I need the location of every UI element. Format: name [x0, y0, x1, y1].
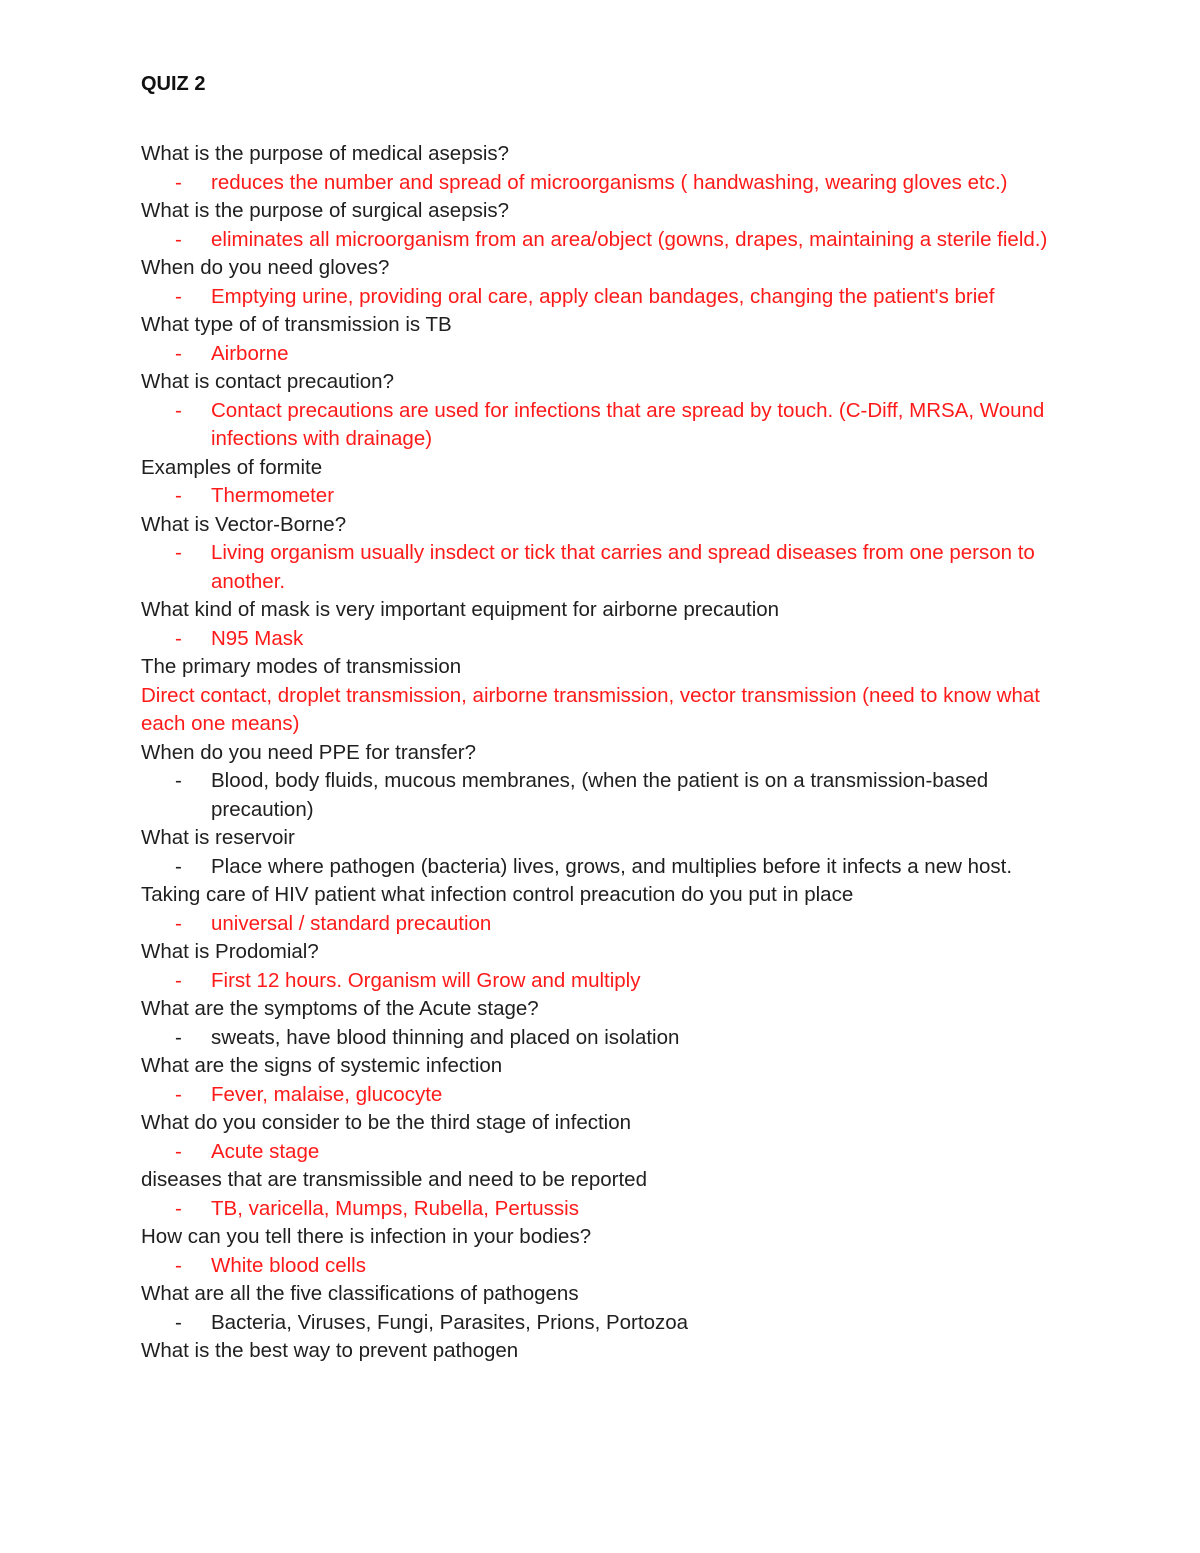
answer-text: Acute stage: [211, 1139, 320, 1163]
answer-bullet: [141, 853, 1071, 882]
answer-text: Contact precautions are used for infections that are spread by touch. (C-Diff, MRSA, Wound infections with drainage): [211, 398, 1045, 450]
question-line: What is Vector-Borne?: [141, 512, 347, 536]
answer-bullet: [141, 539, 1071, 596]
question-line: What are all the five classifications of pathogens: [141, 1282, 579, 1305]
answer-bullet: [141, 340, 1071, 369]
question-line: Taking care of HIV patient what infection control preacution do you put in place: [141, 883, 854, 906]
question-line: When do you need PPE for transfer?: [141, 740, 477, 764]
answer-bullet: [141, 226, 1071, 255]
answer-bullet: [141, 283, 1071, 312]
answer-bullet: [141, 1081, 1071, 1110]
question-line: What kind of mask is very important equipment for airborne precaution: [141, 598, 780, 621]
question-line: What are the symptoms of the Acute stage?: [141, 997, 539, 1020]
bullet-dash-icon: -: [175, 854, 182, 878]
bullet-dash-icon: -: [175, 911, 182, 935]
answer-text: Living organism usually insdect or tick that carries and spread diseases from one person to another.: [211, 541, 1035, 593]
answer-text: Emptying urine, providing oral care, apply clean bandages, changing the patient's brief: [211, 284, 995, 308]
answer-bullet: [141, 767, 1071, 824]
answer-text: reduces the number and spread of microorganisms ( handwashing, wearing gloves etc.): [211, 170, 1008, 194]
bullet-dash-icon: -: [175, 170, 182, 194]
question-line: The primary modes of transmission: [141, 655, 462, 678]
bullet-dash-icon: -: [175, 227, 182, 251]
question-line: What do you consider to be the third stage of infection: [141, 1111, 632, 1134]
answer-text: Place where pathogen (bacteria) lives, grows, and multiplies before it infects a new host.: [211, 854, 1013, 878]
answer-bullet: [141, 1309, 1071, 1338]
question-line: What is the purpose of medical asepsis?: [141, 142, 510, 165]
answer-bullet: [141, 1195, 1071, 1224]
question-line: Examples of formite: [141, 455, 323, 479]
bullet-dash-icon: -: [175, 1082, 182, 1106]
answer-text: eliminates all microorganism from an area/object (gowns, drapes, maintaining a sterile field.): [211, 227, 1048, 251]
bullet-dash-icon: -: [175, 968, 182, 992]
answer-text: Blood, body fluids, mucous membranes, (when the patient is on a transmission-based precaution): [211, 769, 989, 821]
bullet-dash-icon: -: [175, 484, 182, 507]
bullet-dash-icon: -: [175, 541, 182, 564]
question-line: When do you need gloves?: [141, 256, 390, 279]
question-line: What type of of transmission is TB: [141, 313, 452, 336]
answer-text: Fever, malaise, glucocyte: [211, 1082, 443, 1106]
bullet-dash-icon: -: [175, 1253, 182, 1277]
question-line: diseases that are transmissible and need to be reported: [141, 1168, 647, 1191]
answer-bullet: [141, 397, 1071, 454]
question-line: What is the best way to prevent pathogen: [141, 1339, 519, 1362]
answer-bullet: [141, 1138, 1071, 1167]
answer-bullet: [141, 625, 1071, 654]
question-line: What is reservoir: [141, 826, 295, 849]
question-line: What is the purpose of surgical asepsis?: [141, 199, 510, 222]
answer-bullet: [141, 1252, 1071, 1281]
question-line: What is contact precaution?: [141, 370, 394, 393]
answer-bullet: [141, 1024, 1071, 1053]
bullet-dash-icon: -: [175, 1196, 182, 1220]
answer-text: First 12 hours. Organism will Grow and multiply: [211, 968, 641, 992]
answer-text: Thermometer: [211, 484, 335, 507]
bullet-dash-icon: -: [175, 398, 182, 422]
answer-bullet: [141, 482, 1071, 511]
answer-bullet: [141, 169, 1071, 198]
answer-text: Bacteria, Viruses, Fungi, Parasites, Prions, Portozoa: [211, 1310, 689, 1334]
document-page: [141, 70, 1071, 1366]
answer-text: TB, varicella, Mumps, Rubella, Pertussis: [211, 1196, 579, 1220]
question-line: How can you tell there is infection in your bodies?: [141, 1225, 592, 1248]
bullet-dash-icon: -: [175, 626, 182, 650]
answer-text: sweats, have blood thinning and placed on isolation: [211, 1025, 680, 1049]
page-title: QUIZ 2: [141, 73, 206, 95]
answer-bullet: [141, 967, 1071, 996]
bullet-dash-icon: -: [175, 1139, 182, 1163]
answer-text: universal / standard precaution: [211, 911, 492, 935]
question-line: What is Prodomial?: [141, 940, 319, 963]
quiz-content: [141, 140, 1071, 1366]
bullet-dash-icon: -: [175, 1025, 182, 1049]
question-line: What are the signs of systemic infection: [141, 1054, 503, 1077]
bullet-dash-icon: -: [175, 769, 182, 792]
answer-text: White blood cells: [211, 1253, 366, 1277]
answer-paragraph: Direct contact, droplet transmission, airborne transmission, vector transmission (need to know what each one means): [141, 683, 1040, 735]
bullet-dash-icon: -: [175, 284, 182, 308]
answer-text: N95 Mask: [211, 626, 304, 650]
answer-text: Airborne: [211, 341, 289, 365]
answer-bullet: [141, 910, 1071, 939]
bullet-dash-icon: -: [175, 1310, 182, 1334]
bullet-dash-icon: -: [175, 341, 182, 365]
